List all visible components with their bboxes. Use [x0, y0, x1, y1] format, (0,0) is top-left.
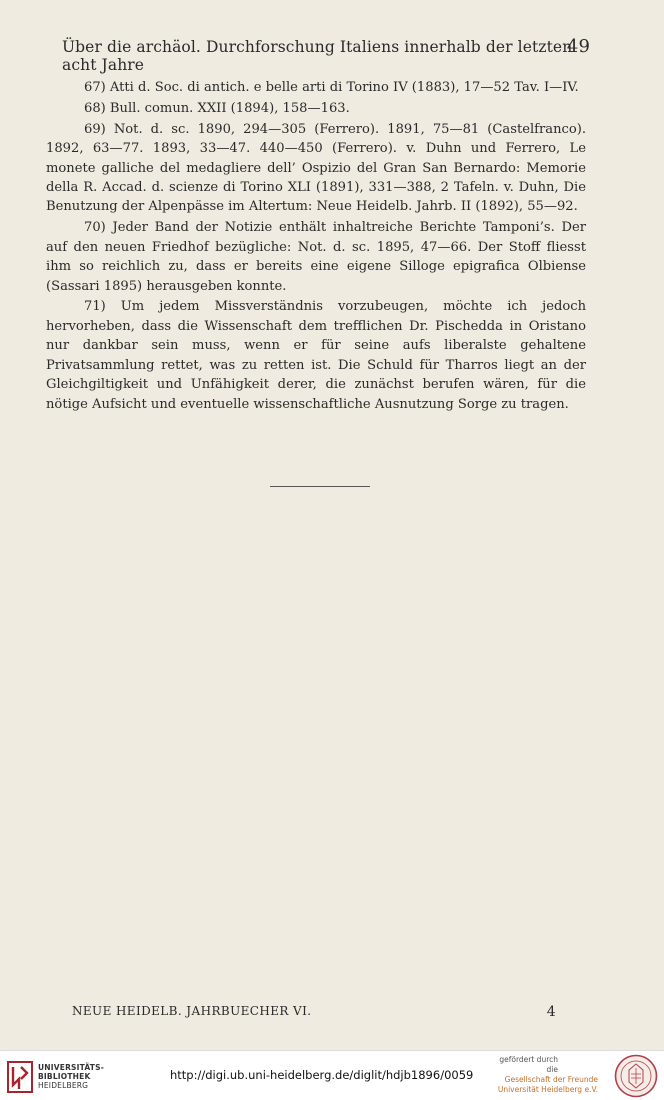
permalink-url[interactable]: http://digi.ub.uni-heidelberg.de/diglit/hdjb1896/0059 — [170, 1068, 474, 1082]
footnote-67: 67) Atti d. Soc. di antich. e belle arti di Torino IV (1883), 17—52 Tav. I—IV. — [84, 80, 579, 95]
ub-logo-icon[interactable] — [7, 1061, 33, 1093]
footnote-68: 68) Bull. comun. XXII (1894), 158—163. — [84, 100, 350, 116]
funding-org-line-1: Gesellschaft der Freunde — [504, 1075, 598, 1084]
running-header — [62, 38, 590, 74]
footer-signature: NEUE HEIDELB. JAHRBUECHER VI. — [72, 1004, 312, 1018]
header-page-number: 49 — [566, 36, 590, 57]
library-name: UNIVERSITÄTS- BIBLIOTHEK HEIDELBERG — [38, 1063, 105, 1090]
viewer-bar — [0, 1050, 664, 1100]
footnote-69: 69) Not. d. sc. 1890, 294—305 (Ferrero). 1891, 75—81 (Castelfranco). 1892, 63—77. 1893, 33—47. 440—450 (Ferrero). v. Duhn und Ferrero, Le monete galliche del medagliere dell’ Ospizio del Gran San Bernardo: Memorie della R. Accad. d. scienze di Torino XLI (1891), 331—388, 2 Tafeln. v. Duhn, Die Benutzung der Alpenpässe im Altertum: Neue Heidelb. Jahrb. II (1892), 55—92. — [46, 121, 586, 215]
footnotes — [46, 78, 586, 415]
section-divider — [270, 486, 370, 487]
funding-credit — [488, 1055, 598, 1095]
footnote-71: 71) Um jedem Missverständnis vorzubeugen, möchte ich jedoch hervorheben, dass die Wissenschaft dem trefflichen Dr. Pischedda in Oristano nur dankbar sein muss, wenn er für seine aufs liberalste gehaltene Privatsammlung rettet, was zu retten ist. Die Schuld für Tharros liegt an der Gleichgiltigkeit und Unfähigkeit derer, die zunächst berufen wären, für die nötige Aufsicht und eventuelle wissenschaftliche Ausnutzung Sorge zu tragen. — [46, 299, 586, 412]
page-footer — [72, 1004, 556, 1018]
funding-label: gefördert durch die — [499, 1055, 558, 1074]
footnote-70: 70) Jeder Band der Notizie enthält inhaltreiche Berichte Tamponi’s. Der auf den neuen Friedhof bezügliche: Not. d. sc. 1895, 47—66. Der Stoff fliesst ihm so reichlich zu, dass er bereits eine eigene Silloge epigrafica Olbiense (Sassari 1895) herausgeben konnte. — [46, 220, 586, 294]
funding-org-line-2: Universität Heidelberg e.V. — [497, 1085, 598, 1094]
university-seal-icon[interactable] — [614, 1054, 658, 1098]
header-title: Über die archäol. Durchforschung Italiens innerhalb der letzten acht Jahre — [62, 38, 573, 74]
footer-sheet-number: 4 — [546, 1004, 556, 1020]
